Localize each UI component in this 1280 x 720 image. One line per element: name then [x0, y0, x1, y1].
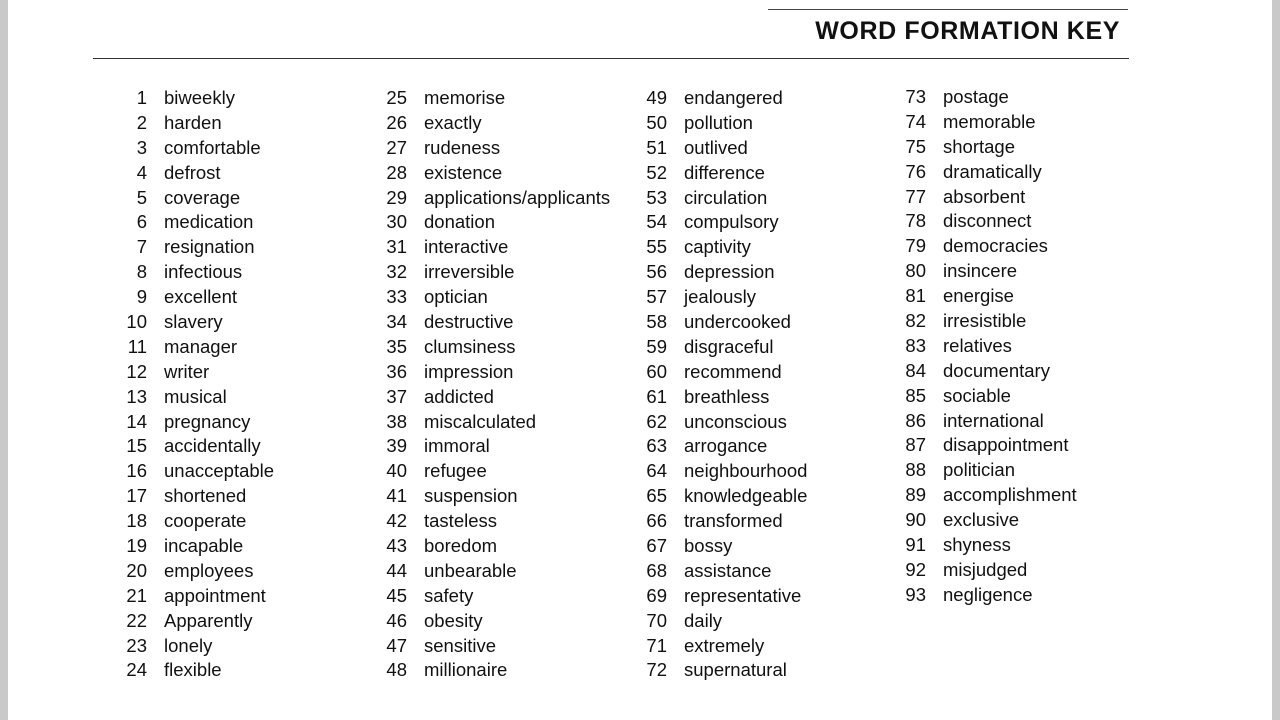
- answer-number: 15: [126, 435, 147, 457]
- answer-item: [635, 186, 807, 211]
- answer-word: breathless: [684, 385, 770, 407]
- answer-item: [894, 384, 1077, 409]
- answer-number: 69: [646, 584, 667, 606]
- answer-item: [375, 86, 610, 111]
- answer-item: [894, 508, 1077, 533]
- answer-item: [635, 658, 807, 683]
- answer-item: [894, 309, 1077, 334]
- answer-column-1: [115, 86, 274, 683]
- answer-item: [115, 410, 274, 435]
- answer-number: 80: [905, 260, 926, 282]
- answer-number: 47: [386, 634, 407, 656]
- answer-number: 85: [905, 384, 926, 406]
- answer-number: 33: [386, 286, 407, 308]
- answer-number: 67: [646, 535, 667, 557]
- answer-item: [115, 161, 274, 186]
- answer-number: 35: [386, 335, 407, 357]
- answer-item: [375, 161, 610, 186]
- answer-word: resignation: [164, 236, 255, 258]
- answer-number: 5: [136, 186, 147, 208]
- answer-word: exactly: [424, 111, 482, 133]
- answer-word: optician: [424, 286, 488, 308]
- answer-item: [115, 111, 274, 136]
- answer-item: [115, 434, 274, 459]
- answer-number: 2: [136, 111, 147, 133]
- answer-word: memorable: [943, 110, 1036, 132]
- answer-word: employees: [164, 559, 254, 581]
- answer-word: sensitive: [424, 634, 496, 656]
- answer-number: 27: [386, 136, 407, 158]
- answer-item: [635, 260, 807, 285]
- answer-item: [894, 458, 1077, 483]
- answer-word: postage: [943, 86, 1009, 107]
- answer-number: 89: [905, 484, 926, 506]
- answer-column-4: [894, 85, 1077, 608]
- answer-word: applications/applicants: [424, 186, 611, 208]
- answer-item: [115, 609, 274, 634]
- answer-word: unconscious: [684, 410, 787, 432]
- answer-word: lonely: [164, 634, 213, 656]
- answer-word: disappointment: [943, 434, 1069, 456]
- answer-item: [635, 559, 807, 584]
- answer-item: [375, 509, 610, 534]
- answer-item: [894, 359, 1077, 384]
- answer-word: assistance: [684, 559, 772, 581]
- answer-item: [115, 559, 274, 584]
- answer-item: [635, 235, 807, 260]
- answer-word: manager: [164, 335, 238, 357]
- answer-word: exclusive: [943, 509, 1020, 531]
- answer-item: [635, 111, 807, 136]
- answer-word: obesity: [424, 609, 483, 631]
- top-divider: [768, 9, 1128, 10]
- answer-number: 82: [905, 310, 926, 332]
- answer-number: 74: [905, 110, 926, 132]
- answer-word: clumsiness: [424, 335, 516, 357]
- answer-number: 37: [386, 385, 407, 407]
- answer-item: [894, 483, 1077, 508]
- answer-number: 55: [646, 236, 667, 258]
- answer-item: [635, 285, 807, 310]
- answer-item: [375, 658, 610, 683]
- answer-item: [115, 310, 274, 335]
- answer-number: 23: [126, 634, 147, 656]
- answer-word: documentary: [943, 359, 1050, 381]
- answer-number: 10: [126, 311, 147, 333]
- answer-word: writer: [164, 360, 210, 382]
- answer-number: 79: [905, 235, 926, 257]
- answer-word: undercooked: [684, 311, 791, 333]
- answer-item: [635, 609, 807, 634]
- header-divider: [93, 58, 1129, 59]
- answer-number: 59: [646, 335, 667, 357]
- answer-column-3: [635, 86, 807, 683]
- answer-word: defrost: [164, 161, 221, 183]
- answer-item: [375, 410, 610, 435]
- answer-number: 22: [126, 609, 147, 631]
- answer-number: 48: [386, 659, 407, 681]
- answer-number: 43: [386, 535, 407, 557]
- answer-number: 16: [126, 460, 147, 482]
- answer-word: impression: [424, 360, 514, 382]
- answer-item: [115, 484, 274, 509]
- answer-word: captivity: [684, 236, 751, 258]
- answer-word: international: [943, 409, 1044, 431]
- answer-number: 13: [126, 385, 147, 407]
- answer-number: 40: [386, 460, 407, 482]
- answer-word: musical: [164, 385, 227, 407]
- answer-word: irresistible: [943, 310, 1027, 332]
- document-page: [8, 0, 1272, 720]
- answer-column-2: [375, 86, 610, 683]
- answer-item: [115, 634, 274, 659]
- answer-word: insincere: [943, 260, 1018, 282]
- answer-number: 49: [646, 87, 667, 108]
- answer-word: neighbourhood: [684, 460, 808, 482]
- answer-item: [635, 335, 807, 360]
- answer-word: energise: [943, 285, 1014, 307]
- answer-word: supernatural: [684, 659, 787, 681]
- answer-word: daily: [684, 609, 723, 631]
- answer-word: medication: [164, 211, 254, 233]
- answer-item: [894, 185, 1077, 210]
- answer-word: safety: [424, 584, 474, 606]
- answer-word: shortened: [164, 485, 247, 507]
- answer-number: 86: [905, 409, 926, 431]
- answer-number: 72: [646, 659, 667, 681]
- answer-word: Apparently: [164, 609, 253, 631]
- answer-word: immoral: [424, 435, 490, 457]
- answer-word: pregnancy: [164, 410, 251, 432]
- answer-word: transformed: [684, 510, 783, 532]
- answer-item: [894, 259, 1077, 284]
- answer-word: bossy: [684, 535, 733, 557]
- answer-item: [375, 260, 610, 285]
- answer-number: 14: [126, 410, 147, 432]
- answer-number: 32: [386, 261, 407, 283]
- answer-item: [635, 459, 807, 484]
- answer-word: irreversible: [424, 261, 515, 283]
- answer-number: 93: [905, 583, 926, 605]
- answer-word: interactive: [424, 236, 509, 258]
- answer-item: [115, 385, 274, 410]
- answer-number: 28: [386, 161, 407, 183]
- answer-item: [375, 484, 610, 509]
- answer-number: 26: [386, 111, 407, 133]
- answer-word: negligence: [943, 583, 1033, 605]
- answer-word: slavery: [164, 311, 223, 333]
- answer-word: outlived: [684, 136, 748, 158]
- answer-item: [375, 186, 610, 211]
- answer-item: [375, 584, 610, 609]
- answer-number: 77: [905, 185, 926, 207]
- answer-item: [635, 360, 807, 385]
- answer-word: unbearable: [424, 559, 517, 581]
- answer-item: [635, 136, 807, 161]
- answer-word: difference: [684, 161, 765, 183]
- answer-number: 21: [126, 584, 147, 606]
- answer-word: existence: [424, 161, 503, 183]
- answer-word: boredom: [424, 535, 498, 557]
- answer-item: [115, 534, 274, 559]
- answer-number: 3: [136, 136, 147, 158]
- answer-number: 30: [386, 211, 407, 233]
- answer-word: comfortable: [164, 136, 261, 158]
- answer-item: [635, 385, 807, 410]
- answer-number: 87: [905, 434, 926, 456]
- answer-item: [375, 285, 610, 310]
- page-title: WORD FORMATION KEY: [815, 17, 1120, 45]
- answer-word: rudeness: [424, 136, 501, 158]
- answer-word: shortage: [943, 135, 1015, 157]
- answer-number: 1: [136, 87, 147, 108]
- answer-item: [375, 634, 610, 659]
- answer-item: [375, 385, 610, 410]
- answer-word: donation: [424, 211, 495, 233]
- answer-item: [115, 658, 274, 683]
- answer-word: appointment: [164, 584, 266, 606]
- answer-number: 45: [386, 584, 407, 606]
- answer-word: flexible: [164, 659, 222, 681]
- answer-number: 73: [905, 86, 926, 107]
- answer-item: [115, 509, 274, 534]
- answer-number: 44: [386, 559, 407, 581]
- answer-word: coverage: [164, 186, 241, 208]
- answer-item: [635, 484, 807, 509]
- answer-item: [894, 334, 1077, 359]
- answer-number: 61: [646, 385, 667, 407]
- answer-item: [115, 86, 274, 111]
- answer-item: [635, 86, 807, 111]
- answer-word: refugee: [424, 460, 487, 482]
- answer-item: [375, 459, 610, 484]
- answer-item: [115, 459, 274, 484]
- answer-word: biweekly: [164, 87, 235, 108]
- answer-number: 18: [126, 510, 147, 532]
- answer-item: [635, 410, 807, 435]
- answer-word: endangered: [684, 87, 783, 108]
- answer-number: 52: [646, 161, 667, 183]
- answer-item: [115, 360, 274, 385]
- answer-item: [894, 160, 1077, 185]
- answer-number: 24: [126, 659, 147, 681]
- answer-item: [635, 509, 807, 534]
- answer-number: 46: [386, 609, 407, 631]
- answer-item: [115, 260, 274, 285]
- answer-number: 54: [646, 211, 667, 233]
- answer-number: 78: [905, 210, 926, 232]
- answer-item: [375, 609, 610, 634]
- answer-number: 31: [386, 236, 407, 258]
- answer-number: 70: [646, 609, 667, 631]
- answer-item: [635, 310, 807, 335]
- answer-number: 84: [905, 359, 926, 381]
- answer-word: misjudged: [943, 558, 1028, 580]
- answer-word: circulation: [684, 186, 768, 208]
- answer-number: 9: [136, 286, 147, 308]
- answer-number: 6: [136, 211, 147, 233]
- answer-number: 56: [646, 261, 667, 283]
- answer-number: 12: [126, 360, 147, 382]
- answer-item: [115, 136, 274, 161]
- answer-number: 83: [905, 334, 926, 356]
- answer-item: [375, 210, 610, 235]
- answer-item: [635, 584, 807, 609]
- answer-number: 90: [905, 509, 926, 531]
- answer-word: excellent: [164, 286, 238, 308]
- answer-item: [375, 235, 610, 260]
- answer-number: 41: [386, 485, 407, 507]
- answer-number: 76: [905, 160, 926, 182]
- answer-number: 91: [905, 534, 926, 556]
- answer-item: [375, 360, 610, 385]
- answer-word: democracies: [943, 235, 1048, 257]
- answer-item: [894, 135, 1077, 160]
- answer-item: [115, 335, 274, 360]
- answer-item: [635, 210, 807, 235]
- answer-word: knowledgeable: [684, 485, 808, 507]
- answer-word: dramatically: [943, 160, 1042, 182]
- answer-word: infectious: [164, 261, 243, 283]
- answer-number: 39: [386, 435, 407, 457]
- answer-number: 75: [905, 135, 926, 157]
- answer-item: [894, 583, 1077, 608]
- answer-number: 81: [905, 285, 926, 307]
- answer-word: representative: [684, 584, 802, 606]
- answer-word: arrogance: [684, 435, 768, 457]
- answer-item: [894, 558, 1077, 583]
- answer-item: [375, 335, 610, 360]
- answer-item: [894, 533, 1077, 558]
- answer-number: 88: [905, 459, 926, 481]
- answer-word: harden: [164, 111, 222, 133]
- answer-word: addicted: [424, 385, 494, 407]
- answer-word: compulsory: [684, 211, 779, 233]
- answer-number: 34: [386, 311, 407, 333]
- answer-item: [635, 434, 807, 459]
- answer-word: sociable: [943, 384, 1011, 406]
- answer-number: 17: [126, 485, 147, 507]
- answer-word: disconnect: [943, 210, 1032, 232]
- answer-number: 19: [126, 535, 147, 557]
- answer-item: [115, 210, 274, 235]
- answer-item: [635, 634, 807, 659]
- answer-number: 71: [646, 634, 667, 656]
- answer-word: politician: [943, 459, 1015, 481]
- answer-number: 38: [386, 410, 407, 432]
- answer-word: incapable: [164, 535, 244, 557]
- answer-number: 65: [646, 485, 667, 507]
- answer-word: pollution: [684, 111, 753, 133]
- answer-number: 51: [646, 136, 667, 158]
- answer-item: [894, 409, 1077, 434]
- answer-number: 63: [646, 435, 667, 457]
- answer-word: shyness: [943, 534, 1011, 556]
- answer-item: [375, 136, 610, 161]
- answer-word: absorbent: [943, 185, 1026, 207]
- answer-number: 8: [136, 261, 147, 283]
- answer-number: 68: [646, 559, 667, 581]
- answer-word: tasteless: [424, 510, 498, 532]
- answer-number: 58: [646, 311, 667, 333]
- answer-word: unacceptable: [164, 460, 275, 482]
- answer-word: disgraceful: [684, 335, 774, 357]
- answer-item: [375, 434, 610, 459]
- answer-word: destructive: [424, 311, 514, 333]
- answer-item: [894, 284, 1077, 309]
- answer-word: accidentally: [164, 435, 261, 457]
- answer-item: [894, 85, 1077, 110]
- answer-number: 53: [646, 186, 667, 208]
- answer-item: [894, 433, 1077, 458]
- answer-item: [894, 209, 1077, 234]
- answer-number: 25: [386, 87, 407, 108]
- answer-word: suspension: [424, 485, 518, 507]
- answer-word: jealously: [684, 286, 756, 308]
- answer-word: millionaire: [424, 659, 508, 681]
- answer-number: 92: [905, 558, 926, 580]
- answer-number: 42: [386, 510, 407, 532]
- answer-number: 57: [646, 286, 667, 308]
- answer-number: 29: [386, 186, 407, 208]
- answer-word: accomplishment: [943, 484, 1077, 506]
- answer-word: memorise: [424, 87, 506, 108]
- answer-number: 50: [646, 111, 667, 133]
- answer-word: extremely: [684, 634, 765, 656]
- answer-word: cooperate: [164, 510, 247, 532]
- answer-item: [635, 161, 807, 186]
- answer-word: miscalculated: [424, 410, 537, 432]
- answer-item: [375, 111, 610, 136]
- answer-word: recommend: [684, 360, 782, 382]
- answer-number: 20: [126, 559, 147, 581]
- answer-item: [375, 559, 610, 584]
- answer-item: [375, 310, 610, 335]
- answer-number: 64: [646, 460, 667, 482]
- answer-word: relatives: [943, 334, 1012, 356]
- answer-item: [115, 584, 274, 609]
- answer-item: [115, 285, 274, 310]
- answer-item: [635, 534, 807, 559]
- answer-item: [894, 234, 1077, 259]
- answer-number: 66: [646, 510, 667, 532]
- answer-number: 62: [646, 410, 667, 432]
- answer-word: depression: [684, 261, 775, 283]
- answer-number: 11: [127, 335, 147, 357]
- answer-number: 4: [136, 161, 147, 183]
- answer-number: 7: [136, 236, 147, 258]
- answer-number: 60: [646, 360, 667, 382]
- answer-item: [375, 534, 610, 559]
- answer-item: [894, 110, 1077, 135]
- answer-number: 36: [386, 360, 407, 382]
- answer-item: [115, 235, 274, 260]
- answer-item: [115, 186, 274, 211]
